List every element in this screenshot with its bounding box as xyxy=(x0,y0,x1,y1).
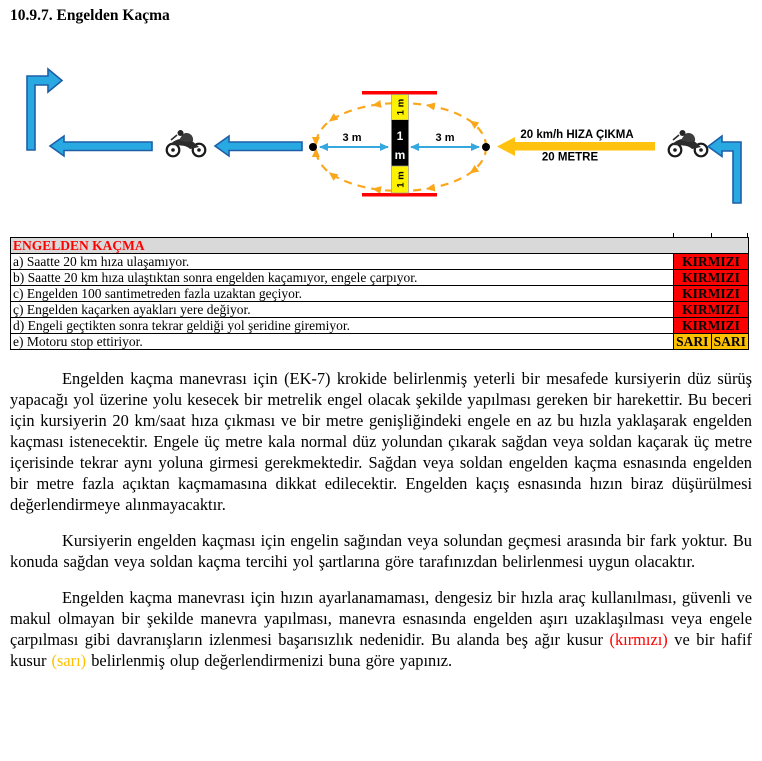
gap-measure-left xyxy=(320,132,388,147)
table-row xyxy=(11,318,749,334)
table-row xyxy=(11,302,749,318)
path-merge-dot-left xyxy=(309,143,317,151)
fault-severity-badge: SARI xyxy=(674,334,712,350)
course-diagram xyxy=(0,61,762,233)
distance-label: 20 METRE xyxy=(541,151,599,164)
obstacle-mid-label-m: m xyxy=(394,148,406,162)
fault-severity-badge: KIRMIZI xyxy=(674,302,749,318)
entry-turn-arrow xyxy=(708,136,741,203)
p3-text: ve bir hafif kusur xyxy=(10,630,752,670)
obstacle-limit-line-bottom xyxy=(362,193,437,197)
obstacle-mid-label-1: 1 xyxy=(396,129,404,143)
gap-left-label: 3 m xyxy=(342,132,362,144)
fault-label: d) Engeli geçtikten sonra tekrar geldiği yol şeridine giremiyor. xyxy=(11,318,674,334)
table-top-tick xyxy=(711,233,712,237)
table-top-tick xyxy=(747,233,748,237)
table-title: ENGELDEN KAÇMA xyxy=(11,238,749,254)
fault-label: e) Motoru stop ettiriyor. xyxy=(11,334,674,350)
obstacle-bottom-label: 1 m xyxy=(395,171,407,188)
table-row xyxy=(11,334,749,350)
paragraph-3 xyxy=(10,587,752,671)
p3-text: belirlenmiş olup değerlendirmenizi buna göre yapınız. xyxy=(86,651,453,670)
fault-label: b) Saatte 20 km hıza ulaştıktan sonra engelden kaçamıyor, engele çarpıyor. xyxy=(11,270,674,286)
table-header-row xyxy=(11,238,749,254)
speed-label: 20 km/h HIZA ÇIKMA xyxy=(520,129,634,141)
table-row xyxy=(11,286,749,302)
gap-measure-right xyxy=(411,132,479,147)
obstacle xyxy=(362,91,437,197)
gap-right-label: 3 m xyxy=(435,132,455,144)
table-row xyxy=(11,270,749,286)
ride-direction-arrow-center xyxy=(215,136,302,156)
fault-severity-badge: KIRMIZI xyxy=(674,286,749,302)
fault-label: ç) Engelden kaçarken ayakları yere değiyor. xyxy=(11,302,674,318)
p3-red-keyword: (kırmızı) xyxy=(609,630,668,649)
speed-run-arrow xyxy=(497,129,655,164)
page-title: 10.9.7. Engelden Kaçma xyxy=(10,7,170,24)
fault-severity-badge: KIRMIZI xyxy=(674,318,749,334)
paragraph-1: Engelden kaçma manevrası için (EK-7) krokide belirlenmiş yeterli bir mesafede kursiyerin düz sürüş yapacağı yol üzerine yolu kesecek bir metrelik engel olacak şekilde yapılması gereken bir harekettir. Bu beceri için kursiyerin 20 km/saat hıza çıkması ve bir metre genişliğindeki engele en az bu hızla yaklaşarak engelden kaçması istenecektir. Engele üç metre kala normal düz yolundan çıkarak sağdan veya soldan kaçarak üç metre içerisinde tekrar aynı yoluna girmesi gerekmektedir. Sağdan veya soldan engelden kaçma esnasında engelden bir metre fazla açıktan kaçmamasına dikkat edilecektir. Engelden kaçış esnasında hızın biraz düşürülmesi değerlendirmeye alınmayacaktır. xyxy=(10,369,752,514)
fault-label: a) Saatte 20 km hıza ulaşamıyor. xyxy=(11,254,674,270)
fault-label: c) Engelden 100 santimetreden fazla uzaktan geçiyor. xyxy=(11,286,674,302)
motorcycle-left-icon xyxy=(167,130,206,156)
table-row xyxy=(11,254,749,270)
table-top-tick xyxy=(673,233,674,237)
ride-direction-arrow-left xyxy=(50,136,152,156)
obstacle-top-label: 1 m xyxy=(395,98,407,116)
motorcycle-right-icon xyxy=(669,130,708,156)
fault-severity-badge: KIRMIZI xyxy=(674,270,749,286)
fault-table-section xyxy=(10,237,748,350)
path-split-dot-right xyxy=(482,143,490,151)
body-text xyxy=(10,368,752,671)
fault-severity-badge: KIRMIZI xyxy=(674,254,749,270)
obstacle-limit-line-top xyxy=(362,91,437,95)
fault-table xyxy=(10,237,749,350)
p3-text: Engelden kaçma manevrası için hızın ayarlanamaması, dengesiz bir hızla araç kullanılması, güvenli ve makul olmayan bir şekilde manevra yapılması, manevra esnasında engelden aşırı uzaklaşılması veya engele çarpılması gibi davranışların izlenmesi başarısızlık nedenidir. Bu alanda beş ağır kusur xyxy=(10,588,752,649)
exit-turn-arrow xyxy=(27,69,62,150)
p3-yellow-keyword: (sarı) xyxy=(51,651,87,670)
fault-severity-badge: SARI xyxy=(711,334,749,350)
paragraph-2: Kursiyerin engelden kaçması için engelin sağından veya solundan geçmesi arasında bir fark yoktur. Bu konuda sağdan veya soldan kaçma tercihi yol şartlarına göre tarafınızdan belirlenmesi uygun olacaktır. xyxy=(10,531,752,571)
